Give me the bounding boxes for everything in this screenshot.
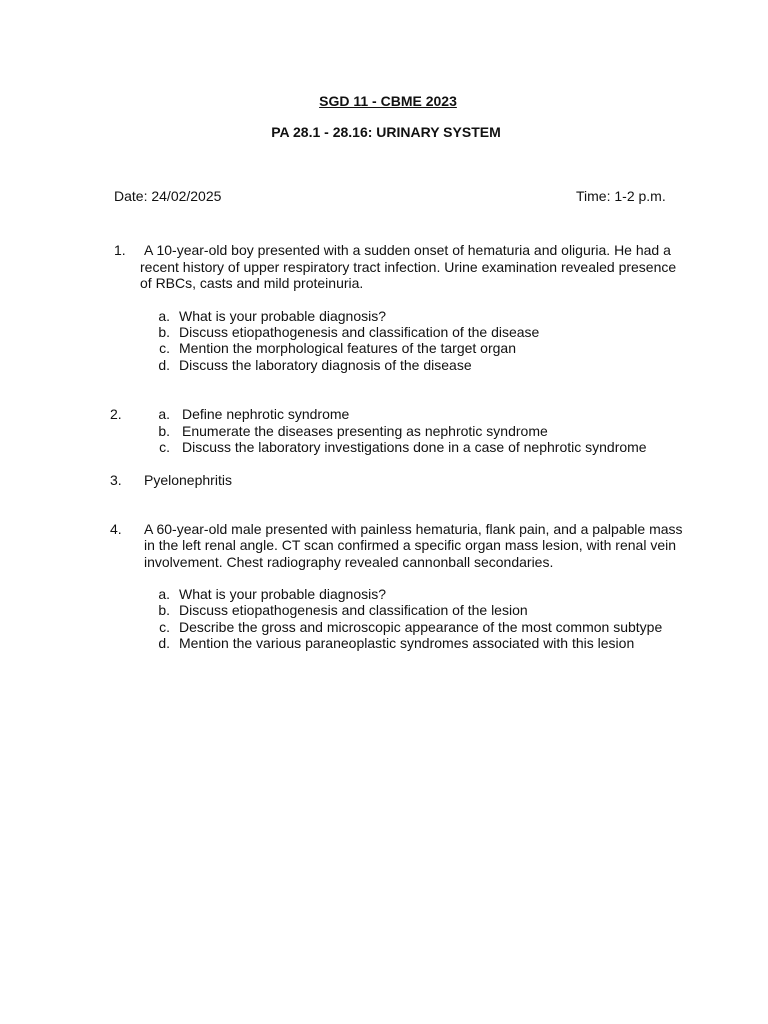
date-text: Date: 24/02/2025	[114, 188, 222, 204]
question-number: 1.	[114, 242, 126, 258]
question-text-line: A 60-year-old male presented with painless hematuria, flank pain, and a palpable mass	[144, 521, 683, 537]
sub-question-text: Enumerate the diseases presenting as nephrotic syndrome	[182, 423, 548, 439]
sub-question-letter: c.	[159, 619, 170, 635]
sub-question-letter: a.	[158, 586, 170, 602]
sub-question-text: Describe the gross and microscopic appearance of the most common subtype	[179, 619, 663, 635]
sub-question-text: What is your probable diagnosis?	[179, 308, 387, 324]
sub-question-text: Mention the morphological features of the target organ	[179, 340, 516, 356]
sub-question-letter: a.	[158, 406, 170, 422]
sub-question-letter: b.	[158, 324, 170, 340]
question-text-line: A 10-year-old boy presented with a sudden onset of hematuria and oliguria. He had a	[144, 242, 671, 258]
document-title-text: SGD 11 - CBME 2023	[319, 93, 457, 109]
sub-question-letter: a.	[158, 308, 170, 324]
sub-question-text: Define nephrotic syndrome	[182, 406, 350, 422]
document-subtitle: PA 28.1 - 28.16: URINARY SYSTEM	[271, 124, 501, 140]
sub-question-letter: b.	[158, 602, 170, 618]
question-text-line: involvement. Chest radiography revealed cannonball secondaries.	[144, 554, 554, 570]
sub-question-text: Mention the various paraneoplastic syndromes associated with this lesion	[179, 635, 635, 651]
sub-question-text: Discuss etiopathogenesis and classification of the lesion	[179, 602, 528, 618]
question-text-line: of RBCs, casts and mild proteinuria.	[140, 275, 364, 291]
question-number: 4.	[110, 521, 122, 537]
question-text-line: recent history of upper respiratory tract infection. Urine examination revealed presence	[140, 259, 677, 275]
sub-question-letter: b.	[158, 423, 170, 439]
sub-question-letter: c.	[159, 340, 170, 356]
sub-question-letter: d.	[158, 357, 170, 373]
document-title	[0, 93, 768, 110]
time-text: Time: 1-2 p.m.	[576, 188, 666, 204]
question-number: 3.	[110, 472, 122, 488]
question-number: 2.	[110, 406, 122, 422]
sub-question-text: Discuss the laboratory investigations done in a case of nephrotic syndrome	[182, 439, 647, 455]
sub-question-letter: d.	[158, 635, 170, 651]
sub-question-text: Discuss the laboratory diagnosis of the disease	[179, 357, 472, 373]
sub-question-text: What is your probable diagnosis?	[179, 586, 387, 602]
question-text-line: in the left renal angle. CT scan confirmed a specific organ mass lesion, with renal vein	[144, 537, 677, 553]
sub-question-text: Discuss etiopathogenesis and classification of the disease	[179, 324, 540, 340]
question-text: Pyelonephritis	[144, 472, 232, 488]
sub-question-letter: c.	[159, 439, 170, 455]
